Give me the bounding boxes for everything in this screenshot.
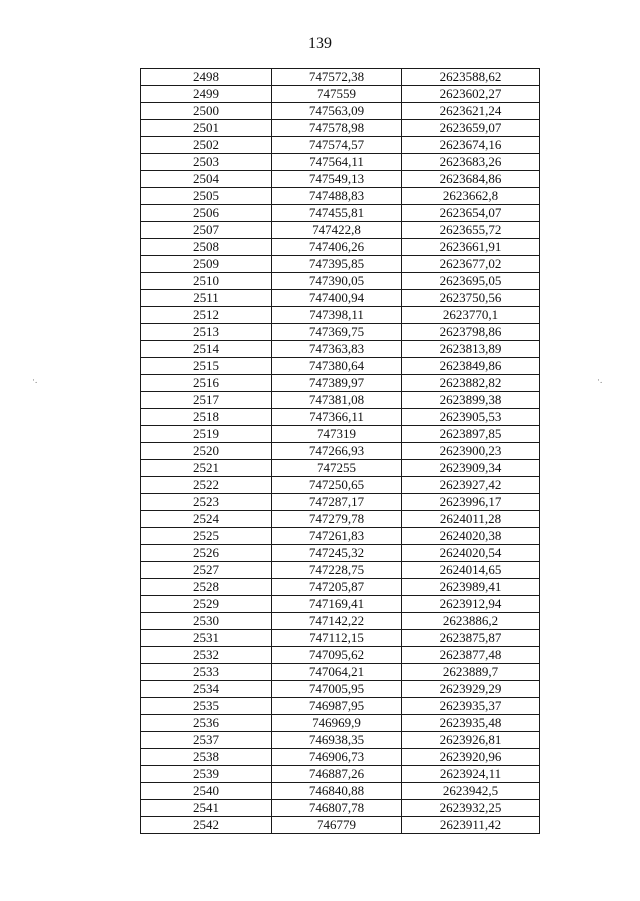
x-coordinate-cell: 747169,41: [272, 596, 402, 613]
table-row: [141, 290, 540, 307]
point-number-cell: 2519: [141, 426, 272, 443]
table-row: [141, 443, 540, 460]
table-row: [141, 154, 540, 171]
y-coordinate-cell: 2623900,23: [402, 443, 540, 460]
x-coordinate-cell: 747366,11: [272, 409, 402, 426]
table-row: [141, 783, 540, 800]
x-coordinate-cell: 747574,57: [272, 137, 402, 154]
point-number-cell: 2505: [141, 188, 272, 205]
point-number-cell: 2499: [141, 86, 272, 103]
y-coordinate-cell: 2623942,5: [402, 783, 540, 800]
y-coordinate-cell: 2623655,72: [402, 222, 540, 239]
y-coordinate-cell: 2623932,25: [402, 800, 540, 817]
y-coordinate-cell: 2623683,26: [402, 154, 540, 171]
point-number-cell: 2536: [141, 715, 272, 732]
y-coordinate-cell: 2623926,81: [402, 732, 540, 749]
x-coordinate-cell: 747255: [272, 460, 402, 477]
page-number: 139: [308, 35, 332, 52]
y-coordinate-cell: 2624014,65: [402, 562, 540, 579]
point-number-cell: 2527: [141, 562, 272, 579]
point-number-cell: 2528: [141, 579, 272, 596]
point-number-cell: 2500: [141, 103, 272, 120]
y-coordinate-cell: 2623877,48: [402, 647, 540, 664]
coordinates-table-body: [141, 69, 540, 834]
y-coordinate-cell: 2623798,86: [402, 324, 540, 341]
table-row: [141, 69, 540, 86]
table-row: [141, 749, 540, 766]
x-coordinate-cell: 746807,78: [272, 800, 402, 817]
table-row: [141, 375, 540, 392]
point-number-cell: 2526: [141, 545, 272, 562]
x-coordinate-cell: 747287,17: [272, 494, 402, 511]
x-coordinate-cell: 747559: [272, 86, 402, 103]
table-row: [141, 664, 540, 681]
point-number-cell: 2504: [141, 171, 272, 188]
x-coordinate-cell: 747266,93: [272, 443, 402, 460]
table-row: [141, 103, 540, 120]
table-row: [141, 647, 540, 664]
x-coordinate-cell: 747228,75: [272, 562, 402, 579]
y-coordinate-cell: 2623886,2: [402, 613, 540, 630]
x-coordinate-cell: 747389,97: [272, 375, 402, 392]
scan-speck-right: ·.: [597, 375, 603, 385]
table-row: [141, 273, 540, 290]
point-number-cell: 2531: [141, 630, 272, 647]
point-number-cell: 2541: [141, 800, 272, 817]
x-coordinate-cell: 747142,22: [272, 613, 402, 630]
y-coordinate-cell: 2623684,86: [402, 171, 540, 188]
y-coordinate-cell: 2623662,8: [402, 188, 540, 205]
table-row: [141, 120, 540, 137]
table-row: [141, 86, 540, 103]
table-row: [141, 817, 540, 834]
x-coordinate-cell: 747578,98: [272, 120, 402, 137]
table-row: [141, 392, 540, 409]
y-coordinate-cell: 2623935,37: [402, 698, 540, 715]
y-coordinate-cell: 2623889,7: [402, 664, 540, 681]
point-number-cell: 2524: [141, 511, 272, 528]
table-row: [141, 358, 540, 375]
table-row: [141, 698, 540, 715]
table-row: [141, 681, 540, 698]
x-coordinate-cell: 747455,81: [272, 205, 402, 222]
x-coordinate-cell: 747549,13: [272, 171, 402, 188]
point-number-cell: 2539: [141, 766, 272, 783]
y-coordinate-cell: 2623897,85: [402, 426, 540, 443]
x-coordinate-cell: 747112,15: [272, 630, 402, 647]
x-coordinate-cell: 747245,32: [272, 545, 402, 562]
y-coordinate-cell: 2623661,91: [402, 239, 540, 256]
y-coordinate-cell: 2623677,02: [402, 256, 540, 273]
y-coordinate-cell: 2623695,05: [402, 273, 540, 290]
table-row: [141, 477, 540, 494]
y-coordinate-cell: 2624020,38: [402, 528, 540, 545]
point-number-cell: 2508: [141, 239, 272, 256]
table-row: [141, 239, 540, 256]
point-number-cell: 2521: [141, 460, 272, 477]
scan-speck-left: ·.: [32, 375, 38, 385]
point-number-cell: 2538: [141, 749, 272, 766]
y-coordinate-cell: 2623929,29: [402, 681, 540, 698]
x-coordinate-cell: 747406,26: [272, 239, 402, 256]
x-coordinate-cell: 746887,26: [272, 766, 402, 783]
y-coordinate-cell: 2623875,87: [402, 630, 540, 647]
point-number-cell: 2509: [141, 256, 272, 273]
x-coordinate-cell: 747369,75: [272, 324, 402, 341]
table-row: [141, 528, 540, 545]
x-coordinate-cell: 747261,83: [272, 528, 402, 545]
table-row: [141, 511, 540, 528]
y-coordinate-cell: 2624011,28: [402, 511, 540, 528]
y-coordinate-cell: 2623909,34: [402, 460, 540, 477]
y-coordinate-cell: 2623654,07: [402, 205, 540, 222]
y-coordinate-cell: 2623924,11: [402, 766, 540, 783]
table-row: [141, 307, 540, 324]
point-number-cell: 2537: [141, 732, 272, 749]
y-coordinate-cell: 2623996,17: [402, 494, 540, 511]
x-coordinate-cell: 746906,73: [272, 749, 402, 766]
y-coordinate-cell: 2623849,86: [402, 358, 540, 375]
x-coordinate-cell: 746840,88: [272, 783, 402, 800]
y-coordinate-cell: 2623920,96: [402, 749, 540, 766]
point-number-cell: 2540: [141, 783, 272, 800]
table-row: [141, 324, 540, 341]
y-coordinate-cell: 2623750,56: [402, 290, 540, 307]
table-row: [141, 545, 540, 562]
x-coordinate-cell: 747250,65: [272, 477, 402, 494]
point-number-cell: 2518: [141, 409, 272, 426]
point-number-cell: 2532: [141, 647, 272, 664]
x-coordinate-cell: 746969,9: [272, 715, 402, 732]
table-row: [141, 409, 540, 426]
y-coordinate-cell: 2623899,38: [402, 392, 540, 409]
table-row: [141, 341, 540, 358]
point-number-cell: 2502: [141, 137, 272, 154]
x-coordinate-cell: 747564,11: [272, 154, 402, 171]
x-coordinate-cell: 747563,09: [272, 103, 402, 120]
table-row: [141, 732, 540, 749]
point-number-cell: 2529: [141, 596, 272, 613]
y-coordinate-cell: 2623911,42: [402, 817, 540, 834]
x-coordinate-cell: 747380,64: [272, 358, 402, 375]
x-coordinate-cell: 747488,83: [272, 188, 402, 205]
point-number-cell: 2517: [141, 392, 272, 409]
y-coordinate-cell: 2623588,62: [402, 69, 540, 86]
x-coordinate-cell: 747279,78: [272, 511, 402, 528]
point-number-cell: 2514: [141, 341, 272, 358]
x-coordinate-cell: 747572,38: [272, 69, 402, 86]
point-number-cell: 2515: [141, 358, 272, 375]
x-coordinate-cell: 747398,11: [272, 307, 402, 324]
x-coordinate-cell: 747005,95: [272, 681, 402, 698]
point-number-cell: 2533: [141, 664, 272, 681]
x-coordinate-cell: 746987,95: [272, 698, 402, 715]
table-row: [141, 426, 540, 443]
point-number-cell: 2511: [141, 290, 272, 307]
point-number-cell: 2498: [141, 69, 272, 86]
y-coordinate-cell: 2623935,48: [402, 715, 540, 732]
point-number-cell: 2510: [141, 273, 272, 290]
point-number-cell: 2530: [141, 613, 272, 630]
y-coordinate-cell: 2623659,07: [402, 120, 540, 137]
y-coordinate-cell: 2623882,82: [402, 375, 540, 392]
coordinates-table: [140, 68, 540, 834]
table-row: [141, 460, 540, 477]
table-row: [141, 613, 540, 630]
x-coordinate-cell: 747319: [272, 426, 402, 443]
x-coordinate-cell: 747395,85: [272, 256, 402, 273]
table-row: [141, 222, 540, 239]
x-coordinate-cell: 747422,8: [272, 222, 402, 239]
x-coordinate-cell: 747064,21: [272, 664, 402, 681]
x-coordinate-cell: 747381,08: [272, 392, 402, 409]
table-row: [141, 562, 540, 579]
y-coordinate-cell: 2623905,53: [402, 409, 540, 426]
y-coordinate-cell: 2623989,41: [402, 579, 540, 596]
table-row: [141, 256, 540, 273]
y-coordinate-cell: 2623813,89: [402, 341, 540, 358]
point-number-cell: 2520: [141, 443, 272, 460]
x-coordinate-cell: 747095,62: [272, 647, 402, 664]
y-coordinate-cell: 2623602,27: [402, 86, 540, 103]
table-row: [141, 171, 540, 188]
point-number-cell: 2506: [141, 205, 272, 222]
y-coordinate-cell: 2623770,1: [402, 307, 540, 324]
table-row: [141, 766, 540, 783]
x-coordinate-cell: 746779: [272, 817, 402, 834]
point-number-cell: 2512: [141, 307, 272, 324]
point-number-cell: 2534: [141, 681, 272, 698]
table-row: [141, 494, 540, 511]
x-coordinate-cell: 747363,83: [272, 341, 402, 358]
x-coordinate-cell: 746938,35: [272, 732, 402, 749]
y-coordinate-cell: 2624020,54: [402, 545, 540, 562]
table-row: [141, 579, 540, 596]
point-number-cell: 2501: [141, 120, 272, 137]
y-coordinate-cell: 2623674,16: [402, 137, 540, 154]
point-number-cell: 2523: [141, 494, 272, 511]
point-number-cell: 2516: [141, 375, 272, 392]
table-row: [141, 188, 540, 205]
x-coordinate-cell: 747390,05: [272, 273, 402, 290]
point-number-cell: 2535: [141, 698, 272, 715]
x-coordinate-cell: 747400,94: [272, 290, 402, 307]
point-number-cell: 2525: [141, 528, 272, 545]
point-number-cell: 2507: [141, 222, 272, 239]
x-coordinate-cell: 747205,87: [272, 579, 402, 596]
table-row: [141, 205, 540, 222]
point-number-cell: 2522: [141, 477, 272, 494]
table-row: [141, 800, 540, 817]
table-row: [141, 715, 540, 732]
y-coordinate-cell: 2623621,24: [402, 103, 540, 120]
table-row: [141, 630, 540, 647]
point-number-cell: 2503: [141, 154, 272, 171]
y-coordinate-cell: 2623927,42: [402, 477, 540, 494]
point-number-cell: 2542: [141, 817, 272, 834]
table-row: [141, 596, 540, 613]
y-coordinate-cell: 2623912,94: [402, 596, 540, 613]
point-number-cell: 2513: [141, 324, 272, 341]
table-row: [141, 137, 540, 154]
